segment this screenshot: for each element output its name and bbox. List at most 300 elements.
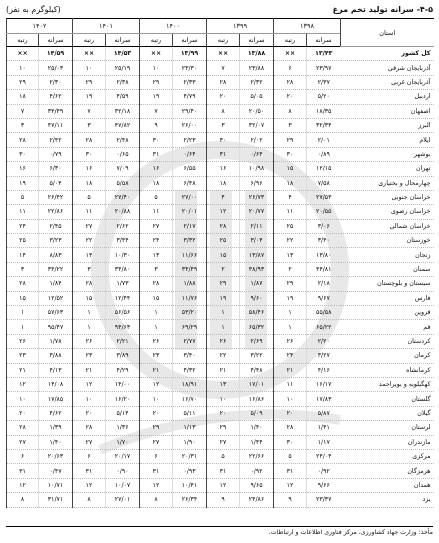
table-row — [7, 248, 434, 262]
per-capita-value: ۱/۸۴ — [39, 277, 73, 291]
rank-value: ۱۰ — [207, 392, 240, 406]
per-capita-value: ۱۴/۵۹ — [39, 47, 73, 61]
rank-value: ۱۰ — [7, 61, 39, 75]
rank-value: ۱۶ — [73, 162, 106, 176]
per-capita-value: ۲۰/۱۷ — [106, 449, 140, 463]
rank-value: ۲۶ — [140, 334, 173, 348]
province-name: آذربایجان شرقی — [341, 61, 434, 75]
table-row — [7, 406, 434, 420]
per-capita-value: ۳/۳۲ — [173, 234, 207, 248]
table-row — [7, 320, 434, 334]
per-capita-value: ۴/۱۳ — [39, 363, 73, 377]
per-capita-value: ۲/۰۲ — [240, 133, 274, 147]
province-name: گلستان — [341, 392, 434, 406]
rank-value: ۳ — [7, 118, 39, 132]
rank-value: ۱۹ — [140, 90, 173, 104]
per-capita-value: ۱۰/۰۷ — [106, 478, 140, 492]
table-row — [7, 234, 434, 248]
rank-value: ۹ — [207, 493, 240, 507]
per-capita-value: ۲۶/۴۲ — [39, 190, 73, 204]
rank-value: ۲۰ — [140, 406, 173, 420]
rank-value: ۱۴ — [7, 248, 39, 262]
rank-value: ۱۰ — [7, 392, 39, 406]
table-title: ۴-۵- سرانه تولید تخم مرغ — [332, 5, 433, 14]
province-name: سمنان — [341, 262, 434, 276]
per-capita-value: ۵/۱۴ — [106, 406, 140, 420]
per-capita-value: ۱۳/۸۷ — [240, 248, 274, 262]
province-column-header: استان — [341, 19, 434, 47]
rank-value: ۱ — [73, 320, 106, 334]
rank-value: ۲۶ — [7, 334, 39, 348]
per-capita-value: ۲۴/۰۴ — [307, 449, 341, 463]
province-name: آذربایجان غربی — [341, 75, 434, 89]
rank-value: ۱۱ — [7, 205, 39, 219]
per-capita-value: ۱۳/۸۸ — [240, 47, 274, 61]
rank-column-header: رتبه — [207, 34, 240, 47]
table-row — [7, 104, 434, 118]
per-capita-value: ۰/۴۷ — [39, 464, 73, 478]
rank-value: ۱ — [207, 306, 240, 320]
province-name: هرمزگان — [341, 464, 434, 478]
rank-value: ۱۱ — [274, 205, 307, 219]
rank-value: ۲۰ — [274, 90, 307, 104]
rank-value: ۱۲ — [207, 205, 240, 219]
table-row — [7, 493, 434, 507]
rank-value: ۲۱ — [73, 363, 106, 377]
per-capita-value: ۲۳/۹۷ — [307, 61, 341, 75]
per-capita-value: ۲/۳۲ — [240, 75, 274, 89]
province-name: چهارمحال و بختیاری — [341, 176, 434, 190]
rank-value: ۱۰ — [274, 392, 307, 406]
rank-value: ۱ — [140, 306, 173, 320]
per-capita-value: ۱/۴۰ — [39, 435, 73, 449]
rank-value: ۲۸ — [274, 421, 307, 435]
table-row — [7, 176, 434, 190]
rank-value: ۱۰ — [73, 61, 106, 75]
rank-value: ۹ — [140, 118, 173, 132]
rank-value: ۲۵ — [7, 234, 39, 248]
rank-value: ۳۰ — [207, 133, 240, 147]
per-capita-value: ۵۸/۴۶ — [240, 306, 274, 320]
per-capita-value: ۵/۰۵ — [240, 90, 274, 104]
rank-value: ۱۱ — [73, 205, 106, 219]
rank-value: ۱۶ — [140, 162, 173, 176]
per-capita-value: ۰/۹۰ — [106, 464, 140, 478]
per-capita-value: ۲۲/۸۶ — [39, 205, 73, 219]
per-capita-value: ۵/۸۷ — [307, 406, 341, 420]
per-capita-value: ۱۳/۴۳ — [307, 47, 341, 61]
rank-value: ۲۷ — [140, 435, 173, 449]
per-capita-value: ۵۵/۵۸ — [307, 306, 341, 320]
per-capita-value: ۰/۶۴ — [173, 147, 207, 161]
table-body — [7, 47, 434, 508]
rank-value: ۳ — [207, 118, 240, 132]
per-capita-value: ۳۲/۳۴ — [307, 118, 341, 132]
rank-value: ۲۱ — [274, 363, 307, 377]
per-capita-value: ۴۴/۸۱ — [307, 262, 341, 276]
rank-value: ۱۳ — [274, 248, 307, 262]
per-capita-value: ۱۷/۸۵ — [39, 392, 73, 406]
per-capita-value: ۲/۴۲ — [39, 133, 73, 147]
per-capita-value: ۲۴/۸۶ — [240, 493, 274, 507]
province-name: کل کشور — [341, 47, 434, 61]
per-capita-value: ۷/۵۸ — [307, 176, 341, 190]
rank-value: ۴ — [207, 190, 240, 204]
per-capita-value: ۹۴/۶۳ — [106, 320, 140, 334]
per-capita-value: ۶۵/۳۲ — [240, 320, 274, 334]
per-capita-value: ۳۴/۴۹ — [173, 262, 207, 276]
per-capita-value: ۲/۱۷ — [173, 219, 207, 233]
per-capita-value: ۱۴/۵۳ — [106, 47, 140, 61]
province-name: کردستان — [341, 334, 434, 348]
per-capita-value: ۳/۴۰ — [173, 349, 207, 363]
rank-value: ۱۹ — [73, 90, 106, 104]
per-capita-value: ۰/۷۹ — [39, 147, 73, 161]
rank-column-header: رتبه — [274, 34, 307, 47]
rank-value: ۱۶ — [7, 162, 39, 176]
value-column-header: سرانه — [173, 34, 207, 47]
per-capita-value: ۲/۰۱ — [307, 133, 341, 147]
rank-value: ۱۰ — [140, 61, 173, 75]
per-capita-value: ۲۷/۰۱ — [106, 493, 140, 507]
province-name: همدان — [341, 478, 434, 492]
per-capita-value: ۲۵/۰۳ — [39, 61, 73, 75]
rank-value: ۱۵ — [207, 248, 240, 262]
per-capita-value: ۳۴/۴۹ — [39, 104, 73, 118]
rank-value: ۳۱ — [140, 147, 173, 161]
per-capita-value: ۱۰/۹۸ — [240, 162, 274, 176]
per-capita-value: ۴/۴۸ — [240, 363, 274, 377]
rank-value: ۲۵ — [207, 234, 240, 248]
per-capita-value: ۲/۶۲ — [106, 219, 140, 233]
per-capita-value: ۱/۷۳ — [106, 277, 140, 291]
per-capita-value: ۱/۸۷ — [240, 277, 274, 291]
per-capita-value: ۱۱/۷۶ — [173, 291, 207, 305]
per-capita-value: ۶/۴۸ — [173, 176, 207, 190]
per-capita-value: ۱/۴۱ — [307, 421, 341, 435]
rank-value: ۲۹ — [140, 421, 173, 435]
rank-value: ۱۹ — [274, 291, 307, 305]
rank-value: ×× — [140, 47, 173, 61]
rank-value: ۲۰ — [207, 406, 240, 420]
rank-value: ۲۹ — [73, 75, 106, 89]
rank-value: ۱۶ — [207, 162, 240, 176]
per-capita-value: ۳۸/۹۳ — [240, 262, 274, 276]
rank-value: ۱۵ — [274, 162, 307, 176]
per-capita-value: ۴۷/۸۲ — [106, 118, 140, 132]
per-capita-value: ۵/۰۴ — [39, 176, 73, 190]
per-capita-value: ۱۶/۸۶ — [240, 392, 274, 406]
rank-value: ۱۹ — [207, 291, 240, 305]
rank-value: ۱۲ — [140, 377, 173, 391]
rank-value: ۲۸ — [140, 277, 173, 291]
per-capita-value: ۹/۶۶ — [307, 478, 341, 492]
year-header: ۱۳۹۹ — [207, 19, 274, 34]
table-row — [7, 262, 434, 276]
per-capita-value: ۲۶/۳۴ — [173, 493, 207, 507]
per-capita-value: ۲/۷۷ — [173, 334, 207, 348]
rank-value: ×× — [7, 47, 39, 61]
table-row — [7, 334, 434, 348]
per-capita-value: ۱۴/۰۰ — [106, 377, 140, 391]
per-capita-value: ۲/۴۸ — [106, 133, 140, 147]
table-caption — [6, 3, 433, 17]
per-capita-value: ۱/۴۰ — [240, 421, 274, 435]
table-row — [7, 118, 434, 132]
per-capita-value: ۲/۳۸ — [106, 75, 140, 89]
rank-value: ۱۲ — [274, 478, 307, 492]
rank-value: ۲۹ — [140, 75, 173, 89]
per-capita-value: ۲/۳۷ — [307, 75, 341, 89]
rank-value: ۲۱ — [140, 363, 173, 377]
value-column-header: سرانه — [240, 34, 274, 47]
per-capita-value: ۲/۲۰ — [307, 334, 341, 348]
per-capita-value: ۱/۴۴ — [240, 435, 274, 449]
rank-value: ۲۸ — [7, 133, 39, 147]
per-capita-value: ۲۲/۶۶ — [240, 449, 274, 463]
per-capita-value: ۴/۵۹ — [106, 90, 140, 104]
rank-value: ۲۶ — [73, 334, 106, 348]
table-row — [7, 190, 434, 204]
table-row — [7, 449, 434, 463]
per-capita-value: ۴/۶۲ — [39, 406, 73, 420]
per-capita-value: ۱۶/۱۷ — [307, 377, 341, 391]
rank-value: ۲۹ — [274, 133, 307, 147]
table-row — [7, 392, 434, 406]
rank-value: ۲۳ — [73, 349, 106, 363]
province-name: مازندران — [341, 435, 434, 449]
per-capita-value: ۵/۲۰ — [307, 90, 341, 104]
per-capita-value: ۳۲/۰۷ — [240, 118, 274, 132]
per-capita-value: ۱۷/۸۳ — [307, 392, 341, 406]
rank-value: ۲۹ — [207, 277, 240, 291]
rank-value: ۱۳ — [207, 377, 240, 391]
per-capita-value: ۰/۹۲ — [307, 464, 341, 478]
rank-value: ۵ — [7, 190, 39, 204]
per-capita-value: ۱۶/۷۰ — [173, 392, 207, 406]
rank-value: ۲۷ — [73, 435, 106, 449]
per-capita-value: ۲۰/۶۳ — [39, 449, 73, 463]
rank-value: ۲۵ — [274, 219, 307, 233]
per-capita-value: ۴/۷۹ — [173, 90, 207, 104]
rank-value: ۲ — [274, 262, 307, 276]
table-row — [7, 349, 434, 363]
province-name: خوزستان — [341, 234, 434, 248]
year-header: ۱۴۰۰ — [140, 19, 207, 34]
rank-value: ۵ — [73, 190, 106, 204]
per-capita-value: ۵/۱۱ — [173, 406, 207, 420]
rank-value: ۲۳ — [274, 349, 307, 363]
per-capita-value: ۶۹/۲۹ — [173, 320, 207, 334]
table-row — [7, 205, 434, 219]
rank-value: ۲۰ — [7, 406, 39, 420]
rank-value: ۱۱ — [140, 205, 173, 219]
per-capita-value: ۹/۶۵ — [240, 478, 274, 492]
rank-value: ۳۱ — [140, 464, 173, 478]
rank-value: ۲۲ — [274, 234, 307, 248]
source-note: مأخذ: وزارت جهاد کشاورزی، مرکز فناوری اطلاعات و ارتباطات. — [6, 526, 433, 536]
per-capita-value: ۲/۳۳ — [173, 75, 207, 89]
rank-value: ۸ — [207, 104, 240, 118]
rank-value: ۳۱ — [73, 464, 106, 478]
per-capita-value: ۲۰/۵۰ — [240, 104, 274, 118]
province-name: زنجان — [341, 248, 434, 262]
per-capita-value: ۱/۱۷ — [307, 435, 341, 449]
rank-value: ۱۴ — [73, 248, 106, 262]
province-name: گیلان — [341, 406, 434, 420]
per-capita-value: ۲/۲۱ — [106, 334, 140, 348]
rank-value: ۶ — [140, 449, 173, 463]
per-capita-value: ۳۱/۷۱ — [39, 493, 73, 507]
rank-value: ۱ — [7, 320, 39, 334]
rank-value: ۱ — [7, 306, 39, 320]
per-capita-value: ۱/۳۶ — [106, 421, 140, 435]
per-capita-value: ۱۰/۳۰ — [106, 248, 140, 262]
table-row — [7, 377, 434, 391]
rank-value: ۲۷ — [207, 435, 240, 449]
rank-value: ۷ — [73, 104, 106, 118]
per-capita-value: ۱۸/۳۵ — [307, 104, 341, 118]
rank-value: ۱۲ — [140, 478, 173, 492]
per-capita-value: ۲/۲۳ — [173, 133, 207, 147]
rank-value: ۷ — [7, 104, 39, 118]
per-capita-value: ۴۷/۱۱ — [39, 118, 73, 132]
rank-value: ۲۸ — [73, 421, 106, 435]
per-capita-value: ۱/۷۸ — [39, 334, 73, 348]
per-capita-value: ۹/۶۷ — [307, 291, 341, 305]
rank-value: ۳۰ — [274, 147, 307, 161]
rank-value: ۱۹ — [7, 176, 39, 190]
rank-value: ۳ — [73, 118, 106, 132]
rank-value: ۵ — [140, 190, 173, 204]
rank-value: ۱۲ — [7, 478, 39, 492]
rank-value: ۲۰ — [274, 406, 307, 420]
per-capita-value: ۳/۴۴ — [106, 234, 140, 248]
table-row — [7, 75, 434, 89]
per-capita-value: ۶/۳۰ — [39, 162, 73, 176]
rank-value: ۱۲ — [73, 478, 106, 492]
rank-value: ۲ — [207, 262, 240, 276]
per-capita-value: ۲۵/۱۹ — [106, 61, 140, 75]
per-capita-value: ۹۵/۴۷ — [39, 320, 73, 334]
rank-value: ۴ — [274, 190, 307, 204]
rank-value: ۱۸ — [274, 176, 307, 190]
rank-value: ۳۰ — [140, 133, 173, 147]
per-capita-value: ۲۶/۰۰ — [173, 118, 207, 132]
rank-column-header: رتبه — [73, 34, 106, 47]
rank-value: ۲۱ — [207, 363, 240, 377]
rank-value: ۱۲ — [207, 478, 240, 492]
per-capita-value: ۲/۱۸ — [307, 277, 341, 291]
per-capita-value: ۰/۹۲ — [240, 464, 274, 478]
per-capita-value: ۲۷/۴۰ — [106, 190, 140, 204]
per-capita-value: ۶/۹۶ — [240, 176, 274, 190]
rank-value: ۲۷ — [7, 435, 39, 449]
per-capita-value: ۱۴/۰۸ — [39, 377, 73, 391]
unit-label: (کیلوگرم به نفر) — [6, 5, 61, 14]
province-name: فارس — [341, 291, 434, 305]
rank-value: ۲۴ — [7, 219, 39, 233]
province-name: ایلام — [341, 133, 434, 147]
province-name: کرمان — [341, 349, 434, 363]
per-capita-value: ۱۲/۴۴ — [106, 291, 140, 305]
per-capita-value: ۱۲/۵۲ — [39, 291, 73, 305]
rank-value: ۲۶ — [207, 334, 240, 348]
rank-value: ۱۲ — [73, 377, 106, 391]
per-capita-value: ۶۵/۲۲ — [307, 320, 341, 334]
rank-value: ۱۵ — [73, 291, 106, 305]
per-capita-value: ۳/۰۴ — [240, 234, 274, 248]
per-capita-value: ۲۳/۳۰ — [173, 61, 207, 75]
table-row — [7, 464, 434, 478]
province-name: اردبیل — [341, 90, 434, 104]
rank-value: ۱ — [274, 306, 307, 320]
rank-column-header: رتبه — [140, 34, 173, 47]
per-capita-value: ۱۰/۴۱ — [173, 478, 207, 492]
table-row — [7, 47, 434, 61]
rank-value: ۳۰ — [7, 147, 39, 161]
rank-value: ۱ — [73, 306, 106, 320]
rank-value: ×× — [207, 47, 240, 61]
per-capita-value: ۵۳/۲۰ — [173, 306, 207, 320]
rank-value: ۷ — [207, 61, 240, 75]
per-capita-value: ۳/۲۷ — [307, 349, 341, 363]
per-capita-value: ۷/۰۹ — [106, 162, 140, 176]
per-capita-value: ۱/۱۳ — [173, 421, 207, 435]
province-name: تهران — [341, 162, 434, 176]
per-capita-value: ۱/۹۰ — [173, 435, 207, 449]
per-capita-value: ۳/۸۸ — [39, 349, 73, 363]
province-name: بوشهر — [341, 147, 434, 161]
per-capita-value: ۵/۰۹ — [240, 406, 274, 420]
province-name: سیستان و بلوچستان — [341, 277, 434, 291]
rank-value: ۱۰ — [73, 392, 106, 406]
rank-value: ۱۰ — [140, 392, 173, 406]
per-capita-value: ۵۷/۶۳ — [39, 306, 73, 320]
rank-value: ۲۹ — [274, 277, 307, 291]
per-capita-value: ۰/۶۴ — [240, 147, 274, 161]
rank-value: ۱۸ — [73, 176, 106, 190]
per-capita-value: ۶/۵۵ — [173, 162, 207, 176]
province-name: قزوین — [341, 306, 434, 320]
value-column-header: سرانه — [39, 34, 73, 47]
table-row — [7, 435, 434, 449]
rank-value: ۳۰ — [274, 435, 307, 449]
per-capita-value: ۱۳/۹۹ — [173, 47, 207, 61]
per-capita-value: ۲۰/۵۵ — [307, 205, 341, 219]
rank-value: ۲۸ — [207, 219, 240, 233]
per-capita-value: ۵/۵۸ — [106, 176, 140, 190]
per-capita-value: ۱۱/۶۶ — [173, 248, 207, 262]
rank-value: ۲۴ — [140, 234, 173, 248]
rank-value: ۱ — [207, 320, 240, 334]
value-column-header: سرانه — [106, 34, 140, 47]
rank-value: ۶ — [7, 449, 39, 463]
rank-value: ۲۸ — [73, 133, 106, 147]
rank-value: ۱ — [274, 320, 307, 334]
rank-value: ۱ — [140, 320, 173, 334]
rank-value: ۲۳ — [140, 349, 173, 363]
table-row — [7, 90, 434, 104]
value-column-header: سرانه — [307, 34, 341, 47]
province-name: کرمانشاه — [341, 363, 434, 377]
per-capita-value: ۲۶/۷۳ — [240, 190, 274, 204]
rank-value: ۷ — [140, 104, 173, 118]
rank-value: ۸ — [73, 493, 106, 507]
rank-value: ۲۹ — [207, 421, 240, 435]
table-row — [7, 478, 434, 492]
province-name: قم — [341, 320, 434, 334]
